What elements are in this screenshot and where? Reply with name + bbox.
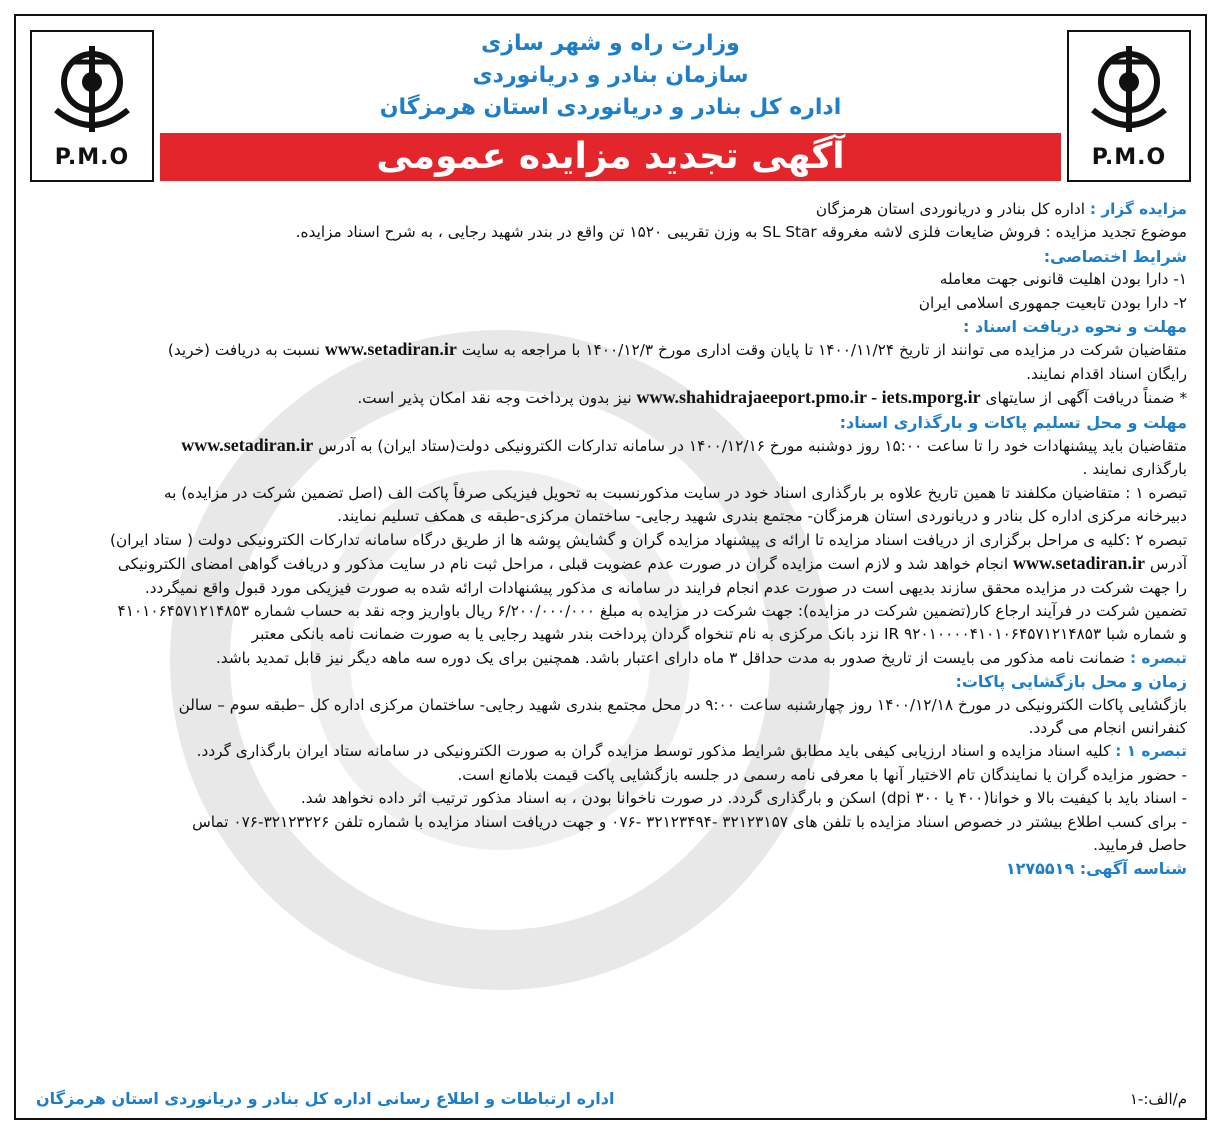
notice-body bbox=[34, 198, 1187, 1114]
submission-line: بارگذاری نمایند . bbox=[1082, 460, 1187, 479]
opening-line: کنفرانس انجام می گردد. bbox=[1028, 718, 1187, 737]
organization-title: سازمان بنادر و دریانوردی bbox=[472, 63, 749, 88]
pmo-logo-left bbox=[30, 30, 154, 182]
reference-code: م/الف:-۱ bbox=[1129, 1090, 1187, 1108]
documents-line bbox=[34, 338, 1187, 362]
opening-note bbox=[34, 740, 1187, 763]
notice-title-banner: آگهی تجدید مزایده عمومی bbox=[160, 133, 1061, 181]
address-tail: انجام خواهد شد و لازم است مزایده گران در صورت عدم عضویت قبلی ، مراحل ثبت نام در سایت مذکور و دریافت گواهی امضای الکترونیکی bbox=[117, 555, 1014, 574]
address-label: آدرس bbox=[1145, 555, 1187, 574]
guarantee-note bbox=[34, 647, 1187, 670]
setadiran-link[interactable]: www.setadiran.ir bbox=[1013, 553, 1146, 574]
documents-text: متقاضیان شرکت در مزایده می توانند از تاریخ ۱۴۰۰/۱۱/۲۴ تا پایان وقت اداری مورخ ۱۴۰۰/۱۲/۳ با مراجعه به سایت bbox=[461, 341, 1187, 360]
contact-line: - برای کسب اطلاع بیشتر در خصوص اسناد مزایده با تلفن های ۳۲۱۲۳۱۵۷ -۳۲۱۲۳۴۹۴ -۰۷۶ و جهت دریافت اسناد مزایده با شماره تلفن ۳۲۱۲۳۲۲۶-۰۷۶ تماس bbox=[192, 812, 1187, 831]
note-text: کلیه اسناد مزایده و اسناد ارزیابی کیفی باید مطابق شرایط مذکور توسط مزایده گران به صورت الکترونیکی در سامانه ستاد ایران بارگذاری گردد. bbox=[196, 742, 1116, 761]
note-label: تبصره ۱ : bbox=[1115, 742, 1187, 761]
ministry-title: وزارت راه و شهر سازی bbox=[481, 31, 740, 56]
notice-id-value: ۱۲۷۵۵۱۹ bbox=[1005, 859, 1075, 879]
setadiran-link[interactable]: www.setadiran.ir bbox=[181, 435, 314, 456]
logo-label: P.M.O bbox=[1091, 145, 1167, 170]
opening-line: - اسناد باید با کیفیت بالا و خوانا(۴۰۰ یا ۳۰۰ dpi) اسکن و بارگذاری گردد. در صورت ناخوانا بودن ، به اسناد مذکور ترتیب اثر داده نخواهد شد. bbox=[300, 789, 1187, 808]
footer-department: اداره ارتباطات و اطلاع رسانی اداره کل بنادر و دریانوردی استان هرمزگان bbox=[36, 1089, 615, 1108]
section-heading-conditions: شرایط اختصاصی: bbox=[1043, 246, 1187, 266]
documents-line: رایگان اسناد اقدام نمایند. bbox=[1026, 364, 1187, 383]
department-title: اداره کل بنادر و دریانوردی استان هرمزگان bbox=[379, 95, 842, 120]
subject-line: موضوع تجدید مزایده : فروش ضایعات فلزی لاشه مغروقه SL Star به وزن تقریبی ۱۵۲۰ تن واقع در بندر شهید رجایی ، به شرح اسناد مزایده. bbox=[295, 223, 1187, 242]
contact-line: حاصل فرمایید. bbox=[1093, 835, 1187, 854]
condition-item: ۱- دارا بودن اهلیت قانونی جهت معامله bbox=[939, 270, 1187, 289]
opening-line: - حضور مزایده گران یا نمایندگان تام الاختیار آنها با معرفی نامه رسمی در جلسه بازگشایی پاکت قیمت بلامانع است. bbox=[457, 765, 1187, 784]
section-heading-documents: مهلت و نحوه دریافت اسناد : bbox=[963, 317, 1187, 337]
websites-tail: نیز بدون پرداخت وجه نقد امکان پذیر است. bbox=[357, 389, 637, 408]
logo-label: P.M.O bbox=[54, 145, 130, 170]
documents-tail: نسبت به دریافت (خرید) bbox=[167, 341, 325, 360]
opening-line: بازگشایی پاکات الکترونیکی در مورخ ۱۴۰۰/۱۲/۱۸ روز چهارشنبه ساعت ۹:۰۰ در محل مجتمع بندری شهید رجایی- ساختمان مرکزی اداره کل –طبقه سوم – سالن bbox=[178, 695, 1187, 714]
guarantee-line: و شماره شبا IR ۹۲۰۱۰۰۰۰۴۱۰۱۰۶۴۵۷۱۲۱۴۸۵۳ نزد بانک مرکزی به نام تنخواه گردان پرداخت بندر شهید رجایی یا به صورت ضمانت نامه بانکی معتبر bbox=[251, 625, 1187, 644]
note-line: را جهت شرکت در مزایده محقق سازند بدیهی است در صورت عدم انجام فرایند در سامانه ی مذکور پیشنهادات ارائه شده به صورت فیزیکی مورد قبول واقع نمیگردد. bbox=[144, 578, 1187, 597]
websites-line bbox=[34, 386, 1187, 410]
submission-line bbox=[34, 434, 1187, 458]
issuer-header bbox=[170, 28, 1051, 124]
section-heading-submission: مهلت و محل تسلیم پاکات و بارگذاری اسناد: bbox=[839, 412, 1187, 432]
note-label: تبصره : bbox=[1129, 648, 1187, 667]
auctioneer-label: مزایده گزار : bbox=[1089, 200, 1187, 218]
anchor-icon bbox=[46, 40, 138, 140]
pmo-logo-right bbox=[1067, 30, 1191, 182]
notice-id-line bbox=[34, 857, 1187, 880]
submission-text: متقاضیان باید پیشنهادات خود را تا ساعت ۱۵:۰۰ روز دوشنبه مورخ ۱۴۰۰/۱۲/۱۶ در سامانه تدارکات الکترونیکی دولت(ستاد ایران) به آدرس bbox=[313, 437, 1187, 456]
notice-id-label: شناسه آگهی: bbox=[1074, 859, 1187, 879]
note-line: دبیرخانه مرکزی اداره کل بنادر و دریانوردی استان هرمزگان- مجتمع بندری شهید رجایی- ساختمان مرکزی-طبقه ی همکف تسلیم نمایند. bbox=[337, 507, 1187, 526]
guarantee-line: تضمین شرکت در فرآیند ارجاع کار(تضمین شرکت در مزایده): جهت شرکت در مزایده به مبلغ ۶/۲۰۰/۰۰۰/۰۰۰ ریال باواریز وجه نقد به حساب شماره ۴۱۰۱۰۶۴۵۷۱۲۱۴۸۵۳ bbox=[117, 601, 1187, 620]
note-text: ضمانت نامه مذکور می بایست از تاریخ صدور به مدت حداقل ۳ ماه دارای اعتبار باشد. همچنین برای یک دوره سه ماهه دیگر نیز قابل تمدید باشد. bbox=[215, 648, 1130, 667]
websites-links[interactable]: www.shahidrajaeeport.pmo.ir - iets.mporg.ir bbox=[636, 387, 981, 408]
auctioneer-text: اداره کل بنادر و دریانوردی استان هرمزگان bbox=[815, 200, 1090, 218]
note-line bbox=[34, 552, 1187, 576]
note-line: تبصره ۱ : متقاضیان مکلفند تا همین تاریخ علاوه بر بارگذاری اسناد خود در سایت مذکورنسبت به تحویل فیزیکی صرفاً پاکت الف (اصل تضمین شرکت در مزایده) به bbox=[163, 483, 1187, 502]
condition-item: ۲- دارا بودن تابعیت جمهوری اسلامی ایران bbox=[918, 293, 1187, 312]
section-heading-opening: زمان و محل بازگشایی پاکات: bbox=[955, 672, 1187, 692]
auctioneer-line bbox=[34, 198, 1187, 221]
setadiran-link[interactable]: www.setadiran.ir bbox=[324, 339, 457, 360]
websites-text: * ضمناً دریافت آگهی از سایتهای bbox=[980, 389, 1187, 408]
note-line: تبصره ۲ :کلیه ی مراحل برگزاری از دریافت اسناد مزایده تا ارائه ی پیشنهاد مزایده گران و گشایش پوشه ها از طریق درگاه سامانه تدارکات الکترونیکی دولت ( ستاد ایران) bbox=[110, 530, 1187, 549]
anchor-icon bbox=[1083, 40, 1175, 140]
